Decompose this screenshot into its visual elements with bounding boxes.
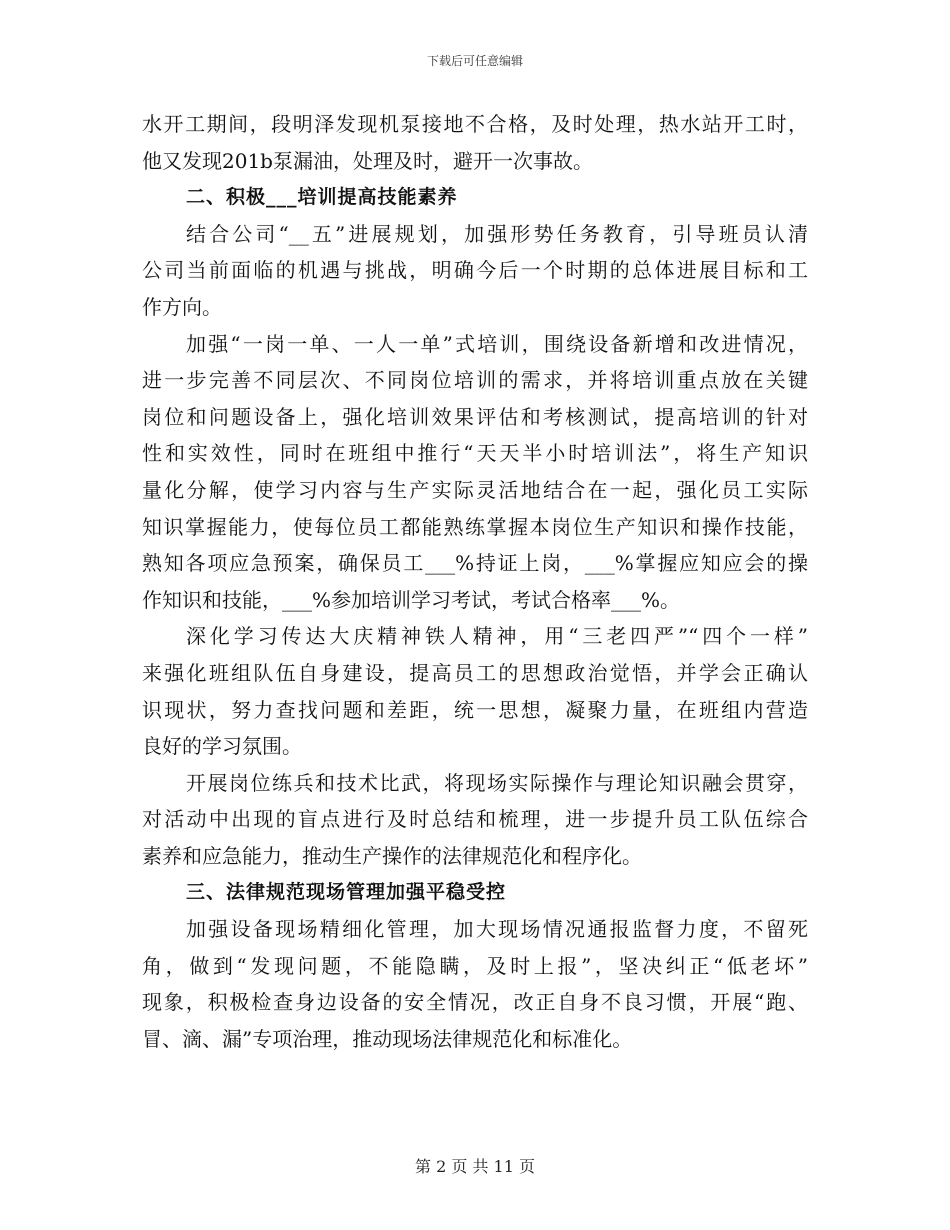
text-line: 性和实效性，同时在班组中推行“天天半小时培训法”，将生产知识 xyxy=(142,441,808,466)
text-line: 进一步完善不同层次、不同岗位培训的需求，并将培训重点放在关键 xyxy=(142,368,808,393)
text-line: 他又发现201b泵漏油，处理及时，避开一次事故。 xyxy=(142,148,593,173)
text-line: 熟知各项应急预案，确保员工___%持证上岗，___%掌握应知应会的操 xyxy=(142,551,808,576)
page-number: 第 2 页 共 11 页 xyxy=(415,1157,535,1176)
text-line: 加强“一岗一单、一人一单”式培训，围绕设备新增和改进情况， xyxy=(186,331,808,356)
section-heading-2: 二、积极___培训提高技能素养 xyxy=(186,186,458,209)
text-line: 对活动中出现的盲点进行及时总结和梳理，进一步提升员工队伍综合 xyxy=(142,807,808,832)
text-line: 开展岗位练兵和技术比武，将现场实际操作与理论知识融会贯穿， xyxy=(186,770,808,795)
text-line: 知识掌握能力，使每位员工都能熟练掌握本岗位生产知识和操作技能， xyxy=(142,514,808,539)
paragraph-development-plan xyxy=(142,216,808,326)
section-heading-3: 三、法律规范现场管理加强平稳受控 xyxy=(186,881,507,904)
text-line: 素养和应急能力，推动生产操作的法律规范化和程序化。 xyxy=(142,843,642,868)
text-line: 量化分解，使学习内容与生产实际灵活地结合在一起，强化员工实际 xyxy=(142,477,808,502)
text-line: 冒、滴、漏”专项治理，推动现场法律规范化和标准化。 xyxy=(142,1026,633,1051)
text-line: 角，做到“发现问题，不能隐瞒，及时上报”，坚决纠正“低老坏” xyxy=(142,953,808,978)
text-line: 深化学习传达大庆精神铁人精神，用“三老四严”“四个一样” xyxy=(186,624,808,649)
text-line: 加强设备现场精细化管理，加大现场情况通报监督力度，不留死 xyxy=(186,917,808,942)
text-line: 良好的学习氛围。 xyxy=(142,734,302,759)
text-line: 结合公司“__五”进展规划，加强形势任务教育，引导班员认清 xyxy=(186,221,808,246)
paragraph-training xyxy=(142,326,808,619)
page-header: 下载后可任意编辑 xyxy=(426,54,523,68)
text-line: 岗位和问题设备上，强化培训效果评估和考核测试，提高培训的针对 xyxy=(142,404,808,429)
text-line: 作知识和技能，___%参加培训学习考试，考试合格率___%。 xyxy=(142,587,681,612)
paragraph-daqing-spirit xyxy=(142,618,808,764)
text-line: 水开工期间，段明泽发现机泵接地不合格，及时处理，热水站开工时， xyxy=(142,112,808,136)
paragraph-skills-competition xyxy=(142,765,808,875)
document-body xyxy=(142,106,808,1057)
text-line: 识现状，努力查找问题和差距，统一思想，凝聚力量，在班组内营造 xyxy=(142,697,808,722)
paragraph-continuation xyxy=(142,106,808,179)
text-line: 作方向。 xyxy=(142,294,222,319)
text-line: 现象，积极检查身边设备的安全情况，改正自身不良习惯，开展“跑、 xyxy=(142,990,808,1015)
text-line: 来强化班组队伍自身建设，提高员工的思想政治觉悟，并学会正确认 xyxy=(142,660,808,685)
paragraph-site-management xyxy=(142,911,808,1057)
text-line: 公司当前面临的机遇与挑战，明确今后一个时期的总体进展目标和工 xyxy=(142,258,808,283)
